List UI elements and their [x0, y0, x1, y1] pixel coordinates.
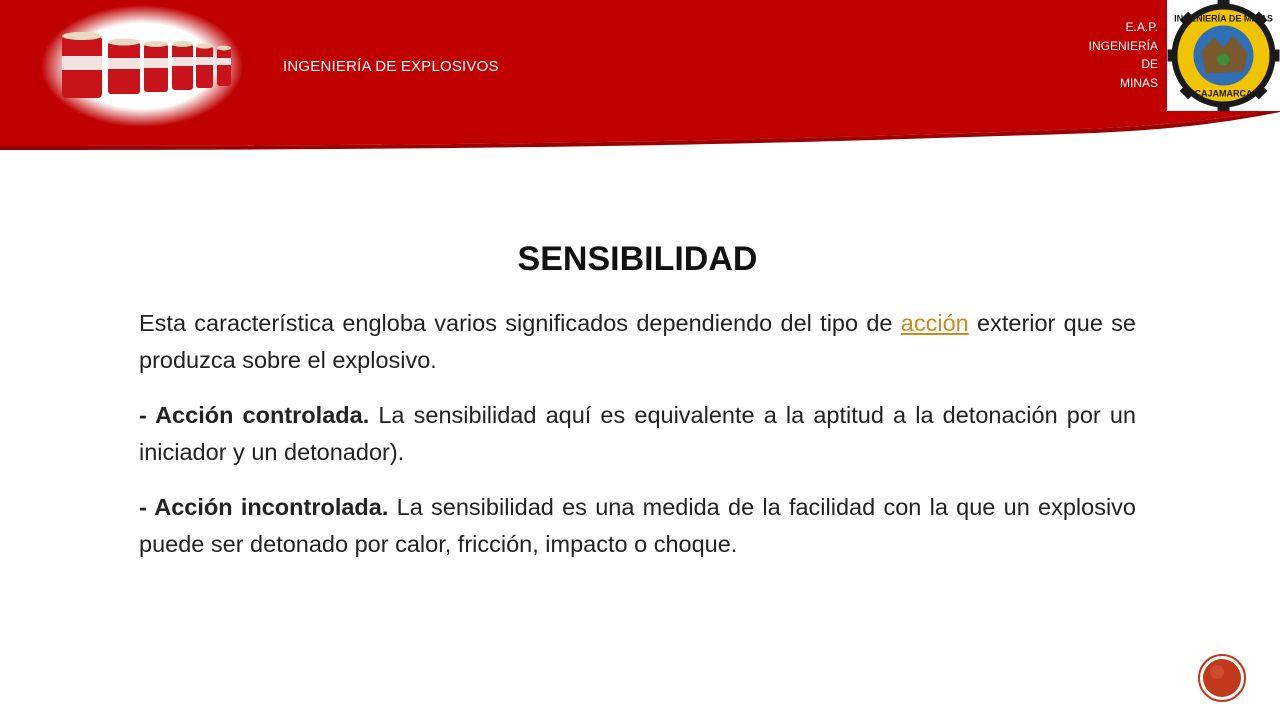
uncontrolled-action-label: - Acción incontrolada.: [139, 494, 389, 520]
emblem-text-bottom: CAJAMARCA: [1194, 88, 1253, 99]
controlled-action-text: La sensibilidad aquí es equivalente a la aptitud a la detonación por un iniciador y un detonador).: [139, 402, 1137, 465]
controlled-action-paragraph: [139, 397, 1136, 471]
uncontrolled-action-text: La sensibilidad es una medida de la facilidad con la que un explosivo puede ser detonado por calor, fricción, impacto o choque.: [139, 494, 1136, 557]
accion-link[interactable]: acción: [900, 310, 969, 336]
slide-body: [139, 305, 1136, 581]
gear-emblem-icon: [1167, 0, 1280, 111]
dept-line: INGENIERÍA: [1088, 38, 1158, 53]
explosives-product-image: [40, 4, 245, 129]
course-title: INGENIERÍA DE EXPLOSIVOS: [283, 58, 499, 75]
mining-school-emblem: [1167, 0, 1280, 111]
dept-line: MINAS: [1119, 75, 1158, 90]
controlled-action-label: - Acción controlada.: [139, 402, 370, 428]
emblem-text-top: INGENIERÍA DE MINAS: [1174, 13, 1273, 24]
slide-nav-circle-icon[interactable]: [1197, 653, 1247, 703]
dept-line: E.A.P.: [1125, 20, 1158, 34]
slide-title: SENSIBILIDAD: [517, 240, 758, 278]
dept-line: DE: [1141, 57, 1158, 71]
uncontrolled-action-paragraph: [139, 489, 1136, 563]
intro-paragraph: [139, 305, 1136, 379]
intro-text-end: exterior que se produzca sobre el explosivo.: [139, 310, 1136, 373]
header-band: [0, 0, 1280, 150]
department-label: [1048, 18, 1158, 92]
intro-text: Esta característica engloba varios significados dependiendo del tipo de: [139, 310, 901, 336]
